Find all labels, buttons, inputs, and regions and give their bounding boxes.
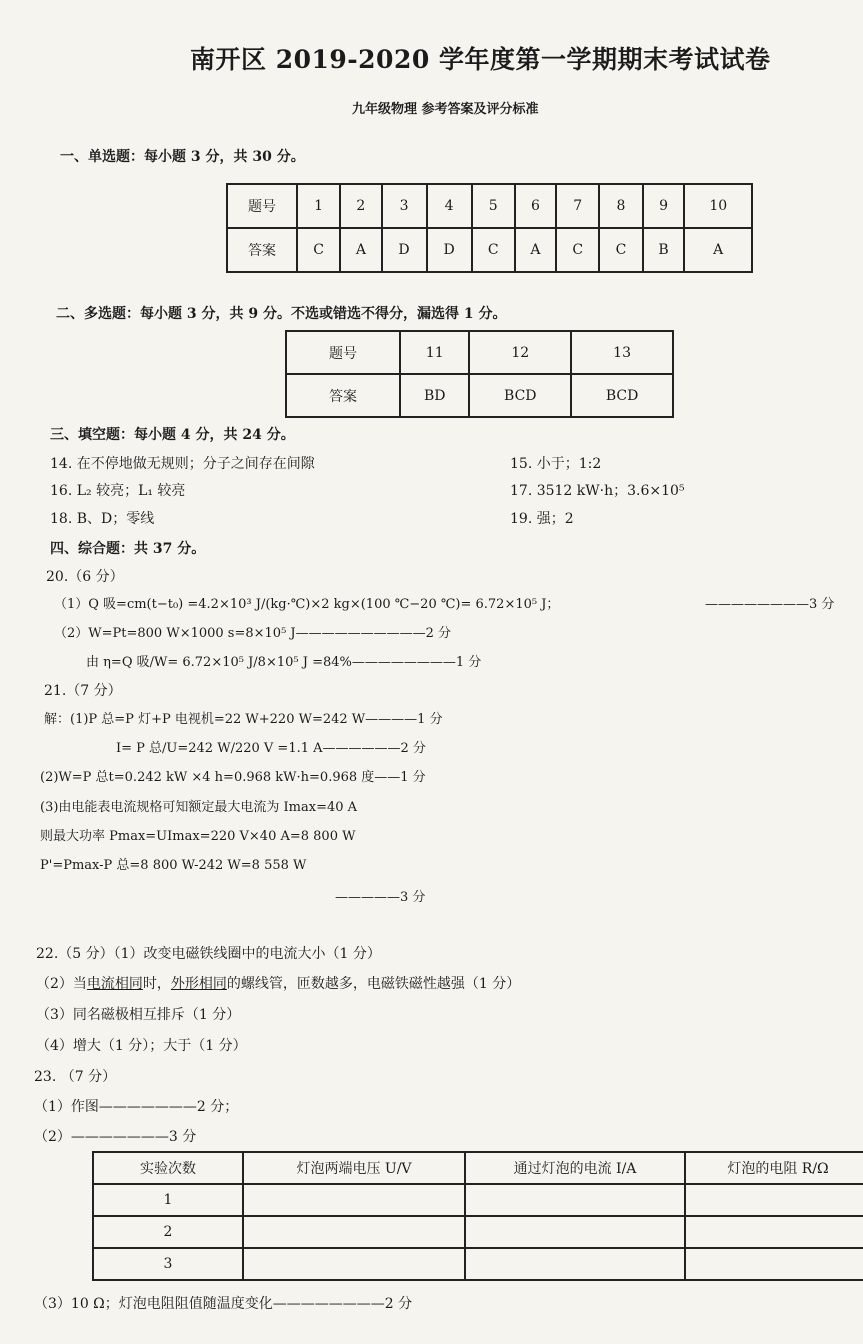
answer-q15: 15. 小于；1:2	[510, 456, 602, 472]
table-cell: C	[599, 228, 642, 272]
table-cell: BD	[400, 374, 469, 417]
q22-line4: （4）增大（1 分）；大于（1 分）	[36, 1038, 247, 1054]
q23-line3: （3）10 Ω；灯泡电阻阻值随温度变化————————2 分	[34, 1296, 413, 1312]
table-cell: 13	[571, 331, 673, 374]
table-cell	[465, 1248, 685, 1280]
q21-line5: 则最大功率 Pmax=UImax=220 V×40 A=8 800 W	[40, 829, 356, 844]
table-row	[93, 1152, 863, 1184]
table-cell: BCD	[571, 374, 673, 417]
answer-q18: 18. B、D；零线	[50, 511, 155, 527]
table-cell: C	[297, 228, 340, 272]
table-cell: 4	[427, 184, 472, 228]
table-cell: D	[427, 228, 472, 272]
q22-line2	[36, 973, 520, 993]
table-header-cell: 灯泡两端电压 U/V	[243, 1152, 465, 1184]
table-cell: A	[340, 228, 381, 272]
q20-line2: （2）W=Pt=800 W×1000 s=8×10⁵ J——————————2 分	[54, 626, 452, 641]
table-cell: 11	[400, 331, 469, 374]
section2-heading: 二、多选题：每小题 3 分，共 9 分。不选或错选不得分，漏选得 1 分。	[56, 306, 507, 322]
q22-line2-part: 时，	[142, 976, 171, 992]
table-cell	[465, 1184, 685, 1216]
q21-line2: I= P 总/U=242 W/220 V =1.1 A——————2 分	[116, 741, 426, 756]
q23-line1: （1）作图———————2 分；	[34, 1099, 239, 1115]
answer-q19: 19. 强；2	[510, 511, 574, 527]
q22-line3: （3）同名磁极相互排斥（1 分）	[36, 1007, 241, 1023]
table-cell: 3	[93, 1248, 243, 1280]
table-cell: 12	[469, 331, 571, 374]
table-cell	[243, 1248, 465, 1280]
table-cell	[243, 1184, 465, 1216]
table-cell: BCD	[469, 374, 571, 417]
page-title: 南开区 2019-2020 学年度第一学期期末考试试卷	[190, 45, 771, 74]
table-cell	[685, 1248, 863, 1280]
table-header-cell: 灯泡的电阻 R/Ω	[685, 1152, 863, 1184]
table-cell: 1	[93, 1184, 243, 1216]
answer-q17: 17. 3512 kW·h；3.6×10⁵	[510, 483, 685, 499]
q22-line2-part: 的螺线管，匝数越多，电磁铁磁性越强（1 分）	[226, 976, 521, 992]
q22-line2-underlined: 电流相同	[86, 976, 143, 992]
table-cell: C	[472, 228, 515, 272]
table-row	[227, 184, 752, 228]
table-cell: 8	[599, 184, 642, 228]
table-cell: 9	[643, 184, 685, 228]
table-cell: 6	[515, 184, 556, 228]
q21-score: —————3 分	[335, 890, 426, 905]
table-cell: 2	[93, 1216, 243, 1248]
table-cell: 7	[556, 184, 599, 228]
table-cell: 3	[382, 184, 427, 228]
q21-line1: 解：(1)P 总=P 灯+P 电视机=22 W+220 W=242 W————1 分	[44, 712, 443, 727]
table-cell: 10	[684, 184, 752, 228]
page-subtitle: 九年级物理 参考答案及评分标准	[352, 102, 539, 117]
q23-heading: 23. （7 分）	[34, 1069, 117, 1085]
table-cell: D	[382, 228, 427, 272]
table-header-cell: 通过灯泡的电流 I/A	[465, 1152, 685, 1184]
table-cell	[465, 1216, 685, 1248]
q21-heading: 21.（7 分）	[44, 683, 122, 699]
table-row	[286, 374, 673, 417]
table-header-cell: 题号	[286, 331, 400, 374]
q21-line6: P'=Pmax-P 总=8 800 W-242 W=8 558 W	[40, 858, 307, 873]
q23-line2: （2）———————3 分	[34, 1129, 197, 1145]
experiment-record-table	[92, 1151, 863, 1281]
table-cell: 5	[472, 184, 515, 228]
table-row	[93, 1248, 863, 1280]
table-cell: 2	[340, 184, 381, 228]
table-cell: C	[556, 228, 599, 272]
table-cell: A	[684, 228, 752, 272]
q21-line4: (3)由电能表电流规格可知额定最大电流为 Imax=40 A	[40, 800, 358, 815]
table-header-cell: 实验次数	[93, 1152, 243, 1184]
multi-choice-answer-table	[285, 330, 674, 418]
table-row	[286, 331, 673, 374]
q22-line2-underlined: 外形相同	[170, 976, 227, 992]
table-header-cell: 答案	[227, 228, 297, 272]
section3-heading: 三、填空题：每小题 4 分，共 24 分。	[50, 427, 295, 443]
table-cell: B	[643, 228, 685, 272]
q21-line3: (2)W=P 总t=0.242 kW ×4 h=0.968 kW·h=0.968 度——1 分	[40, 770, 426, 785]
section4-heading: 四、综合题：共 37 分。	[50, 541, 206, 557]
table-cell	[685, 1216, 863, 1248]
table-row	[227, 228, 752, 272]
table-cell	[243, 1216, 465, 1248]
q20-heading: 20.（6 分）	[46, 569, 124, 585]
table-header-cell: 答案	[286, 374, 400, 417]
single-choice-answer-table	[226, 183, 753, 273]
table-cell: A	[515, 228, 556, 272]
table-header-cell: 题号	[227, 184, 297, 228]
q22-line2-part: （2）当	[36, 976, 87, 992]
table-cell	[685, 1184, 863, 1216]
table-row	[93, 1184, 863, 1216]
q20-line3: 由 η=Q 吸/W= 6.72×10⁵ J/8×10⁵ J =84%————————1 分	[86, 655, 482, 670]
q20-line1: （1）Q 吸=cm(t−t₀) =4.2×10³ J/(kg·℃)×2 kg×(100 ℃−20 ℃)= 6.72×10⁵ J；	[54, 597, 560, 612]
answer-q16: 16. L₂ 较亮；L₁ 较亮	[50, 483, 186, 499]
q22-line1: 22.（5 分）（1）改变电磁铁线圈中的电流大小（1 分）	[36, 946, 381, 962]
answer-q14: 14. 在不停地做无规则；分子之间存在间隙	[50, 456, 315, 472]
section1-heading: 一、单选题：每小题 3 分，共 30 分。	[60, 149, 305, 165]
q20-line1-score: ————————3 分	[705, 597, 835, 612]
table-row	[93, 1216, 863, 1248]
table-cell: 1	[297, 184, 340, 228]
